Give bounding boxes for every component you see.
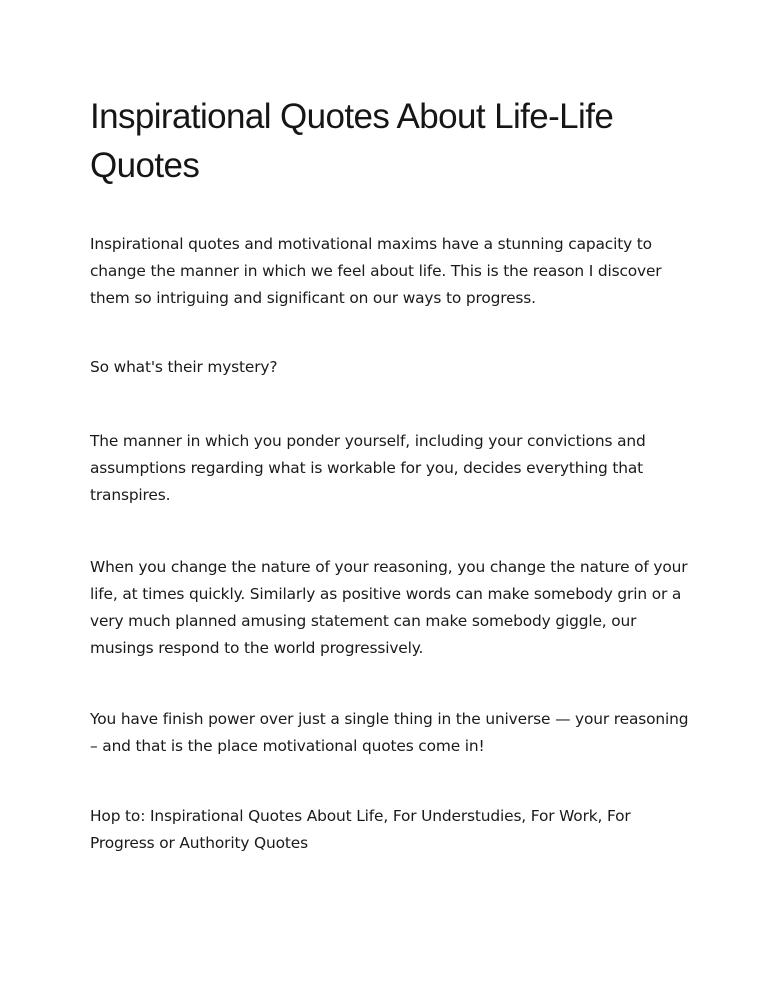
self-perception-paragraph: The manner in which you ponder yourself, including your convictions and assumptions regarding what is workable for you, decides everything that transpires. bbox=[90, 432, 646, 504]
hop-to-paragraph: Hop to: Inspirational Quotes About Life, For Understudies, For Work, For Progress or Authority Quotes bbox=[90, 807, 631, 852]
intro-paragraph: Inspirational quotes and motivational maxims have a stunning capacity to change the manner in which we feel about life. This is the reason I discover them so intriguing and significant on our ways to progress. bbox=[90, 235, 662, 307]
question-paragraph: So what's their mystery? bbox=[90, 358, 278, 376]
page-title: Inspirational Quotes About Life-Life Quotes bbox=[90, 97, 614, 185]
reasoning-paragraph: When you change the nature of your reasoning, you change the nature of your life, at times quickly. Similarly as positive words can make somebody grin or a very much planned amusing statement can make somebody giggle, our musings respond to the world progressively. bbox=[90, 558, 688, 657]
power-paragraph: You have finish power over just a single thing in the universe — your reasoning – and that is the place motivational quotes come in! bbox=[90, 710, 689, 755]
